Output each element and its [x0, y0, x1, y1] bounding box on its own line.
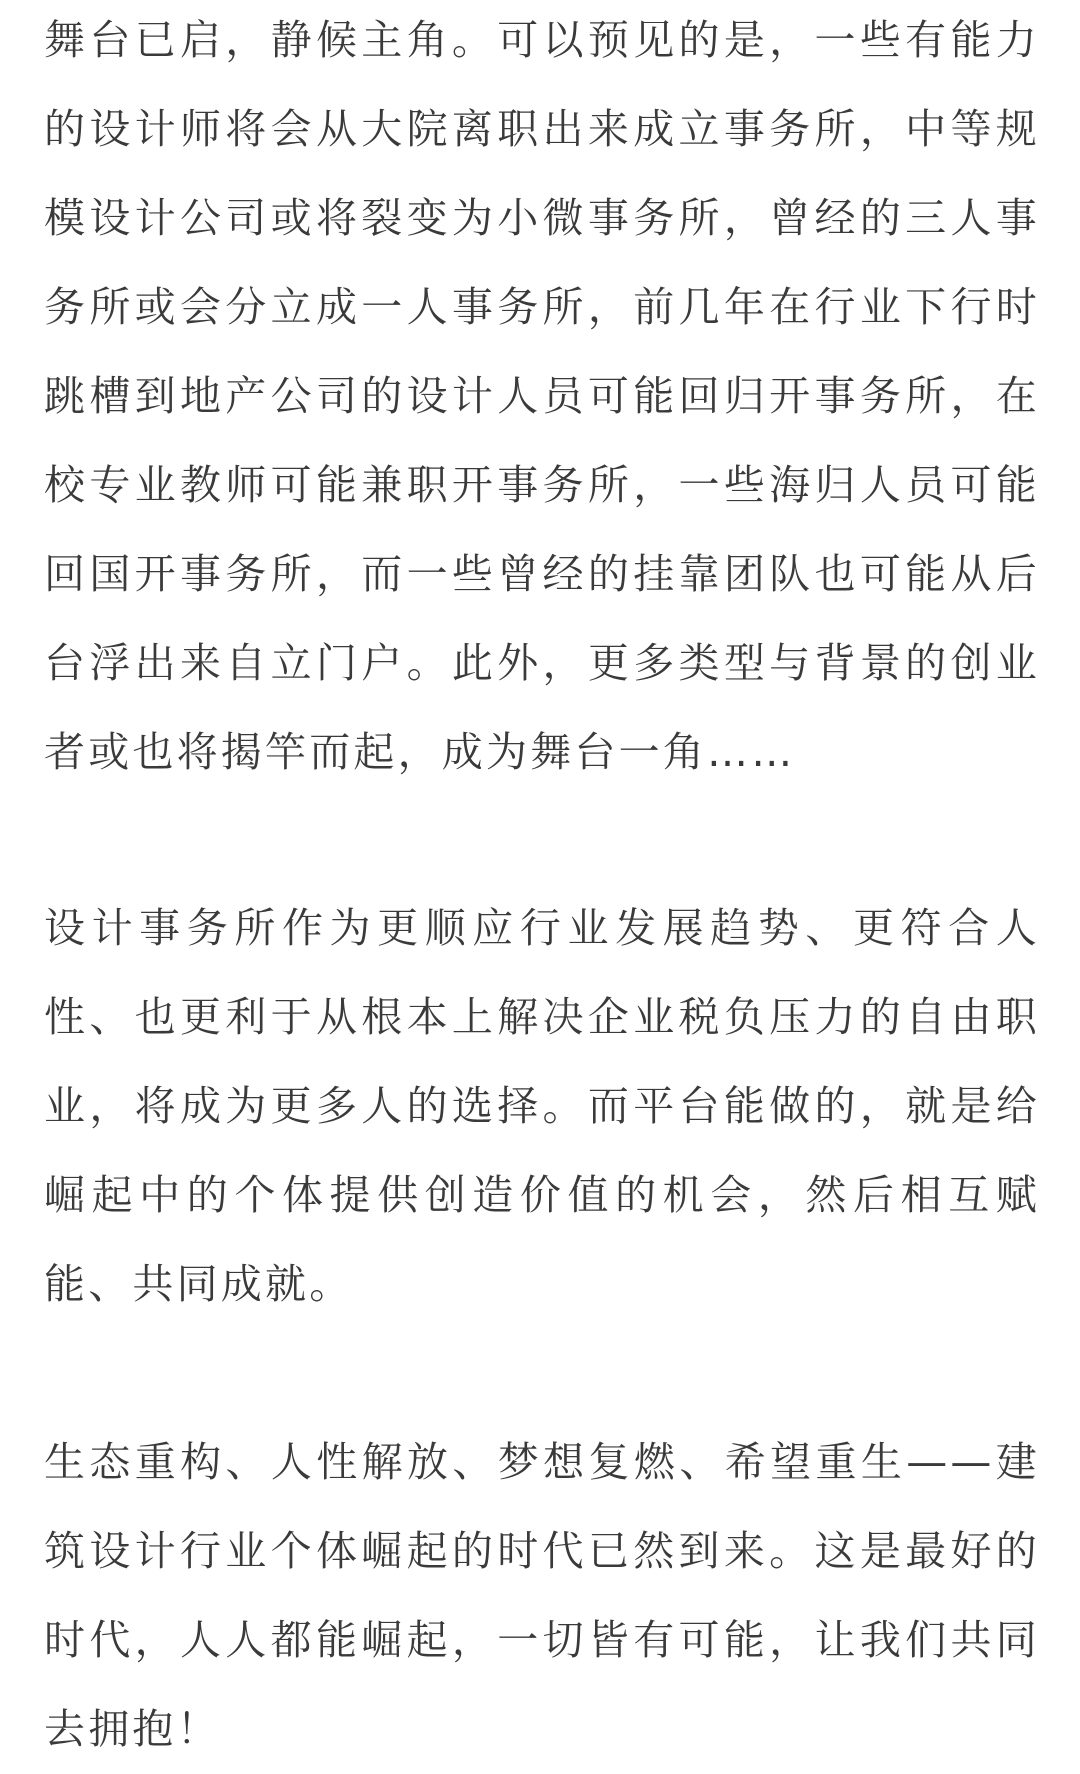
paragraph-1: 舞台已启，静候主角。可以预见的是，一些有能力的设计师将会从大院离职出来成立事务所，中等规模设计公司或将裂变为小微事务所，曾经的三人事务所或会分立成一人事务所，前几年在行业下行时跳槽到地产公司的设计人员可能回归开事务所，在校专业教师可能兼职开事务所，一些海归人员可能回国开事务所，而一些曾经的挂靠团队也可能从后台浮出来自立门户。此外，更多类型与背景的创业者或也将揭竿而起，成为舞台一角……: [44, 16, 1040, 776]
paragraph-2: 设计事务所作为更顺应行业发展趋势、更符合人性、也更利于从根本上解决企业税负压力的自由职业，将成为更多人的选择。而平台能做的，就是给崛起中的个体提供创造价值的机会，然后相互赋能、共同成就。: [44, 904, 1040, 1308]
paragraph-3: 生态重构、人性解放、梦想复燃、希望重生——建筑设计行业个体崛起的时代已然到来。这是最好的时代，人人都能崛起，一切皆有可能，让我们共同去拥抱！: [44, 1438, 1040, 1753]
